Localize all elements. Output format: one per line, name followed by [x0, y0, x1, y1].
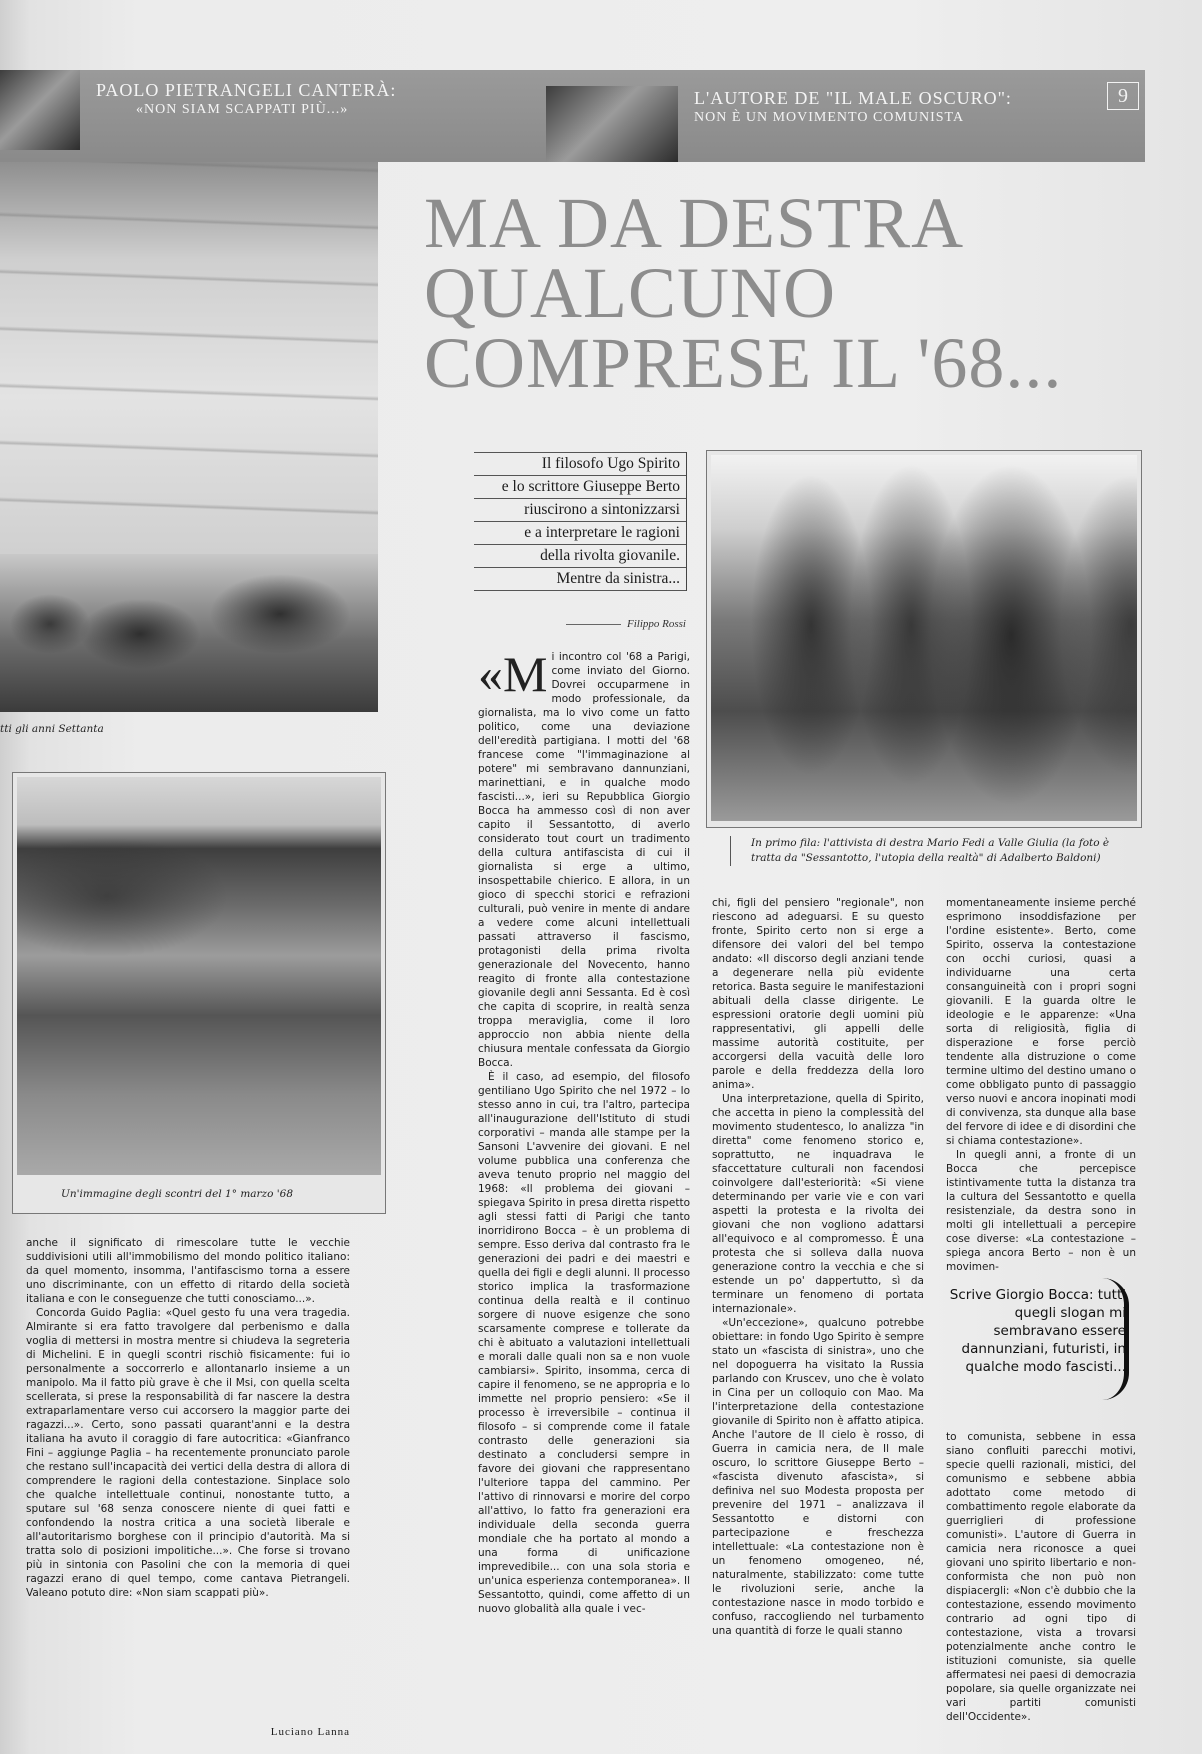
side-article-signature: Luciano Lanna [270, 1726, 350, 1738]
article-column-2 [712, 896, 924, 1742]
side-article-column [26, 1236, 350, 1722]
article-column-3 [946, 896, 1136, 1273]
article-paragraph: chi, figli del pensiero "regionale", non riescono ad adeguarsi. E su questo fronte, Spirito certo non si erge a difensore dei valori del bel tempo andato: «Il discorso degli anziani tende a degenerare nella più evidente retorica. Basta seguire le manifestazioni abituali della classe dirigente. Le espressioni oratorie degli uomini più rappresentativi, gli appelli delle massime autorità costituite, per accorgersi della vacuità delle loro parole e della freddezza della loro anima». [712, 897, 924, 1091]
banner-photo-right [546, 86, 678, 162]
side-article-paragraph: anche il significato di rimescolare tutte le vecchie suddivisioni utili all'immobilismo del mondo politico italiano: da quel momento, insomma, l'antifascismo torna a essere uno discriminante, con un effetto di ritardo della società italiana e con le conseguenze che tutti conosciamo...». [26, 1237, 350, 1305]
article-paragraph: Una interpretazione, quella di Spirito, che accetta in pieno la complessità del movimento studentesco, lo analizza "in diretta" come fenomeno storico e, soprattutto, ne inquadrava le sfaccettature culturali non facendosi coinvolgere dall'esteriorità: «Si viene determinando per varie vie e con vari aspetti la protesta e la rivolta dei giovani che non vogliono adattarsi all'equivoco e al compromesso. È una protesta che si solleva dalla nuova generazione contro la vecchia e che si estende un po' dappertutto, sì da terminare un fenomeno di portata internazionale». [712, 1093, 924, 1315]
subheadline-line: Mentre da sinistra... [474, 567, 686, 591]
subheadline-line: della rivolta giovanile. [474, 544, 686, 567]
article-subheadline [474, 452, 687, 591]
banner-photo-left [0, 70, 80, 150]
headline-line-1: MA DA DESTRA [424, 183, 965, 263]
side-article-paragraph: Concorda Guido Paglia: «Quel gesto fu una vera tragedia. Almirante si era fatto travolgere dal perbenismo e dalla voglia di mettersi in mostra mentre si chiudeva la segreteria di Michelini. E in quegli scontri rischiò fisicamente: fui io personalmente a soccorrerlo e allontanarlo insieme a un manipolo. Ma il fatto più grave è che il Msi, con quella scelta scellerata, si prese la responsabilità di far nascere la destra extraparlamentare verso cui accorsero la maggior parte dei ragazzi...». Certo, sono passati quarant'anni e la destra italiana ha avuto il coraggio di fare autocritica: «Gianfranco Fini – aggiunge Paglia – ha recentemente pronunciato parole che restano sull'incapacità dei vertici della destra di allora di comprendere le ragioni della contestazione. Sinplace solo che qualche intellettuale continui, nonostante tutto, a sputare sul '68 senza conoscere niente di quei fatti e confondendo la nostra critica a una società liberale e all'autoritarismo borghese con il principio d'autorità. Ma si tratta solo di posizioni impolitiche...». Che forse si trovano più in sintonia con Pasolini che con la memoria di quei ragazzi erano di quel tempo, come cantava Pietrangeli. Valeano potuto dire: «Non siam scappati più». [26, 1307, 350, 1599]
main-photo-frame [706, 450, 1142, 828]
article-dropcap: «M [478, 646, 548, 702]
page-banner [0, 70, 1145, 162]
banner-left-title [96, 80, 456, 120]
pull-quote-text: Scrive Giorgio Bocca: tutti quegli slogan mi sembravano essere dannunziani, futuristi, in qualche modo fascisti... [949, 1287, 1126, 1375]
subheadline-line: riuscirono a sintonizzarsi [474, 498, 686, 521]
article-paragraph: In quegli anni, a fronte di un Bocca che percepisce istintivamente tutta la distanza tra la cultura del Sessantotto e quella resistenziale, da destra sono in molti gli intellettuali a percepire cose diverse: «La contestazione – spiega ancora Berto – non è un movimen- [946, 1149, 1136, 1273]
page-number: 9 [1107, 82, 1139, 110]
headline-line-3: COMPRESE IL '68... [424, 323, 1063, 403]
photo-police-jeep [0, 554, 378, 712]
article-paragraph: i incontro col '68 a Parigi, come inviato del Giorno. Dovrei occuparmene in modo professionale, da giornalista, ma lo vivo come un fatto politico, come una deviazione dell'eredità partigiana. I motti del '68 francese come "l'immaginazione al potere" mi sembravano dannunziani, marinettiani, e in qualche modo fascisti...», ieri su Repubblica Giorgio Bocca ha ammesso così di non aver capito il Sessantotto, di averlo considerato tout court un tradimento della cultura antifascista di cui il giornalista si erge a ultimo, insospettabile chierico. E allora, in un gioco di specchi storici e refrazioni culturali, può venire in mente di andare a vedere come alcuni intellettuali passati attraverso il fascismo, protagonisti della prima rivolta generazionale del Novecento, hanno reagito di fronte alla contestazione giovanile degli anni Sessanta. Ed è così che capita di scoprire, in realtà senza troppa meraviglia, come il loro approccio non abbia niente della chiusura mentale confessata da Giorgio Bocca. [478, 651, 690, 1069]
banner-right-title-line2: NON È UN MOVIMENTO COMUNISTA [694, 110, 965, 125]
banner-left-title-line1: PAOLO PIETRANGELI CANTERÀ: [96, 80, 397, 100]
article-column-3-continued [946, 1430, 1136, 1742]
subheadline-line: Il filosofo Ugo Spirito [474, 452, 686, 475]
subheadline-line: e lo scrittore Giuseppe Berto [474, 475, 686, 498]
banner-right-title-line1: L'AUTORE DE "IL MALE OSCURO": [694, 88, 1012, 108]
subheadline-line: e a interpretare le ragioni [474, 521, 686, 544]
article-paragraph: momentaneamente insieme perché esprimono insoddisfazione per l'ordine esistente». Berto, come Spirito, osserva la contestazione con occhi curiosi, quasi a individuarne una certa consanguineità con i propri sogni giovanili. E la guarda oltre le ideologie e le apparenze: «Una sorta di religiosità, figlia di disperazione e forse perciò tendente alla distruzione o come termine ultimo del destino umano o come obbligato punto di passaggio verso nuovi e ancora inopinati modi di convivenza, sta dunque alla base del fervore di idee e di disordini che si chiama contestazione». [946, 897, 1136, 1147]
article-paragraph: È il caso, ad esempio, del filosofo gentiliano Ugo Spirito che nel 1972 – lo stesso anno in cui, tra l'altro, partecipa all'inaugurazione dell'Istituto di studi corporativi – manda alle stampe per la Sansoni L'avvenire dei giovani. E nel volume pubblica una conferenza che aveva tenuto proprio nel maggio del 1968: «Il problema dei giovani – spiegava Spirito in presa diretta rispetto agli stessi fatti di Parigi che tanto inorridirono Bocca – è un problema di sempre. Esso deriva dal contrasto fra le generazioni dei padri e dei maestri e quella dei figli e degli alunni. Il processo storico implica la trasformazione continua della realtà e il continuo sorgere di nuove esigenze che sono scarsamente comprese e tollerate da chi è abituato a valutazioni intellettuali e morali dalle quali non sa e non vuole cambiarsi». Spirito, insomma, cerca di capire il fenomeno, se ne appropria e lo immette nel proprio pensiero: «Se il processo è irreversibile – continua il filosofo – si comprende come il fatale contrasto delle generazioni sia destinato a concludersi sempre in favore dei giovani che rappresentano l'ulteriore tappa del cammino. Per l'attivo di rinnovarsi e morire del corpo all'attivo, lo fatto fra generazioni era individuale della seconda guerra mondiale che ha portato al mondo a una forma di unificazione imprevedibile... con una sola storia e un'unica esperienza contemporanea». Il Sessantotto, quindi, come affetto di un nuovo globalità alla quale i vec- [478, 1071, 690, 1615]
photo-frame-bottom-left [12, 772, 386, 1214]
pull-quote-bracket [1102, 1278, 1129, 1400]
side-photo-caption-bottom: Un'immagine degli scontri del 1° marzo '68 [61, 1188, 293, 1200]
side-photo-caption-top: tti gli anni Settanta [0, 723, 104, 735]
article-paragraph: «Un'eccezione», qualcuno potrebbe obiettare: in fondo Ugo Spirito è sempre stato un «fascista di sinistra», uno che nel dopoguerra ha visitato la Russia parlando con Kruscev, uno che è volato in Cina per un colloquio con Mao. Ma l'interpretazione della contestazione giovanile di Spirito non è affatto atipica. Anche l'autore de Il cielo è rosso, di Guerra in camicia nera, de Il male oscuro, lo scrittore Giuseppe Berto – «fascista divenuto afascista», si definiva nel suo Modesta proposta per prevenire del 1971 – analizzava il Sessantotto e distorni con partecipazione e freschezza intellettuale: «La contestazione non è un fenomeno omogeneo, né, naturalmente, stabilizzato: come tutte le rivoluzioni serie, anche la contestazione nasce in modo torbido e confuso, raccogliendo nel turbamento una quantità di forze le quali stanno [712, 1317, 924, 1637]
article-byline: Filippo Rossi [530, 618, 686, 630]
photo-crowd-vehicle [17, 777, 381, 1175]
article-headline [424, 183, 1124, 403]
banner-left-title-line2: «NON SIAM SCAPPATI PIÙ...» [136, 102, 349, 117]
main-photo-caption: In primo fila: l'attivista di destra Mario Fedi a Valle Giulia (la foto è tratta da "Sessantotto, l'utopia della realtà" di Adalberto Baldoni) [730, 836, 1140, 866]
headline-line-2: QUALCUNO [424, 253, 836, 333]
banner-right-title [694, 88, 1094, 128]
article-column-1 [478, 646, 690, 1742]
pull-quote [946, 1286, 1134, 1406]
main-photo-march [711, 455, 1137, 821]
article-paragraph: to comunista, sebbene in essa siano confluiti parecchi motivi, specie quelli razionali, mistici, del comunismo e sebbene abbia adottato come metodo di combattimento regole elaborate da guerriglieri di professione comunisti». L'autore di Guerra in camicia nera riconosce a quei giovani uno spirito libertario e non-conformista che non può non dispiacergli: «Non c'è dubbio che la contestazione, essendo movimento contrario ad ogni tipo di contestazione, vista a trovarsi potenzialmente anche contro le istituzioni comuniste, sia quelle affermatesi nei paesi di democrazia popolare, sia quelle organizzate nei vari partiti comunisti dell'Occidente». [946, 1431, 1136, 1723]
photo-steps-clash [0, 162, 378, 554]
